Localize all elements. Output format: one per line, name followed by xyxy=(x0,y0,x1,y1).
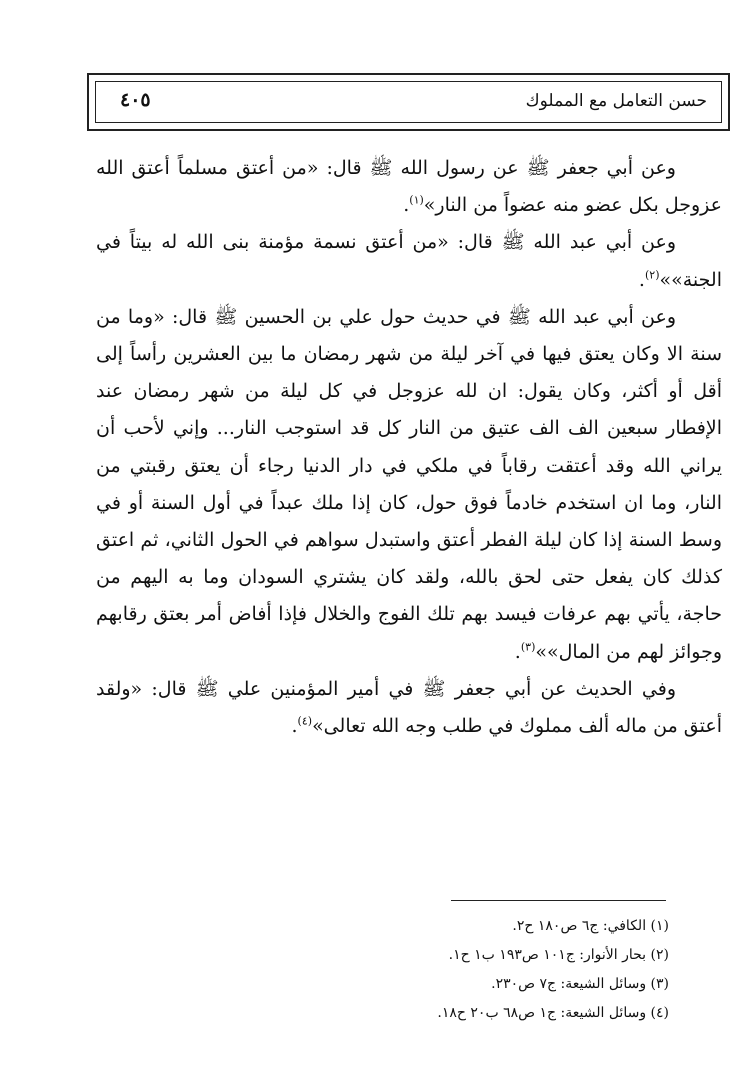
paragraph-3 xyxy=(96,299,722,671)
chapter-title: حسن التعامل مع المملوك xyxy=(525,91,707,111)
paragraph-4-text: وفي الحديث عن أبي جعفر ﷺ في أمير المؤمنين علي ﷺ قال: «ولقد أعتق من ماله ألف مملوك في طلب وجه الله تعالى» xyxy=(96,677,722,738)
paragraph-1 xyxy=(96,150,722,224)
footnotes xyxy=(269,912,669,1028)
footnote-ref-3: (٣) xyxy=(520,640,536,654)
paragraph-4-end: . xyxy=(291,715,298,738)
paragraph-4 xyxy=(96,671,722,745)
paragraph-1-end: . xyxy=(403,194,410,217)
paragraph-2 xyxy=(96,224,722,298)
footnote-ref-1: (١) xyxy=(409,193,424,207)
paragraph-2-end: . xyxy=(638,268,645,291)
footnote-2: (٢) بحار الأنوار: ج١٠١ ص١٩٣ ب١ ح١. xyxy=(448,947,669,963)
paragraph-3-end: . xyxy=(514,640,521,663)
footnote-ref-4: (٤) xyxy=(297,714,313,728)
footnote-divider xyxy=(451,900,666,901)
main-text xyxy=(96,150,722,745)
running-header-inner-border xyxy=(95,81,722,123)
running-header xyxy=(87,73,730,131)
paragraph-2-text: وعن أبي عبد الله ﷺ قال: «من أعتق نسمة مؤمنة بنى الله له بيتاً في الجنة»» xyxy=(96,231,722,291)
footnote-1: (١) الكافي: ج٦ ص١٨٠ ح٢. xyxy=(512,918,669,934)
footnote-3: (٣) وسائل الشيعة: ج٧ ص٢٣٠. xyxy=(491,976,669,992)
footnote-ref-2: (٢) xyxy=(644,268,660,282)
footnote-4: (٤) وسائل الشيعة: ج١ ص٦٨ ب٢٠ ح١٨. xyxy=(437,1005,669,1021)
paragraph-1-text: وعن أبي جعفر ﷺ عن رسول الله ﷺ قال: «من أعتق مسلماً أعتق الله عزوجل بكل عضو منه عضواً من النار» xyxy=(96,157,722,217)
paragraph-3-text: وعن أبي عبد الله ﷺ في حديث حول علي بن الحسين ﷺ قال: «وما من سنة الا وكان يعتق فيها في آخر ليلة من شهر رمضان ما بين العشرين رأساً إلى أقل أو أكثر، وكان يقول: ان لله عزوجل في كل ليلة من شهر رمضان عند الإفطار سبعين الف الف عتيق من النار كل قد استوجب النار... وإني لأحب أن يراني الله وقد أعتقت رقاباً في ملكي في دار الدنيا رجاء أن يعتق رقبتي من النار، وما ان استخدم خادماً فوق حول، كان إذا ملك عبداً في أول السنة أو في وسط السنة إذا كان ليلة الفطر أعتق واستبدل سواهم في الحول الثاني، ثم اعتق كذلك كان يفعل حتى لحق بالله، ولقد كان يشتري السودان وما به اليهم من حاجة، يأتي بهم عرفات فيسد بهم تلك الفوج والخلال فإذا أفاض أمر بعتق رقابهم وجوائز لهم من المال»» xyxy=(96,305,722,663)
page-number: ٤٠٥ xyxy=(120,89,151,111)
